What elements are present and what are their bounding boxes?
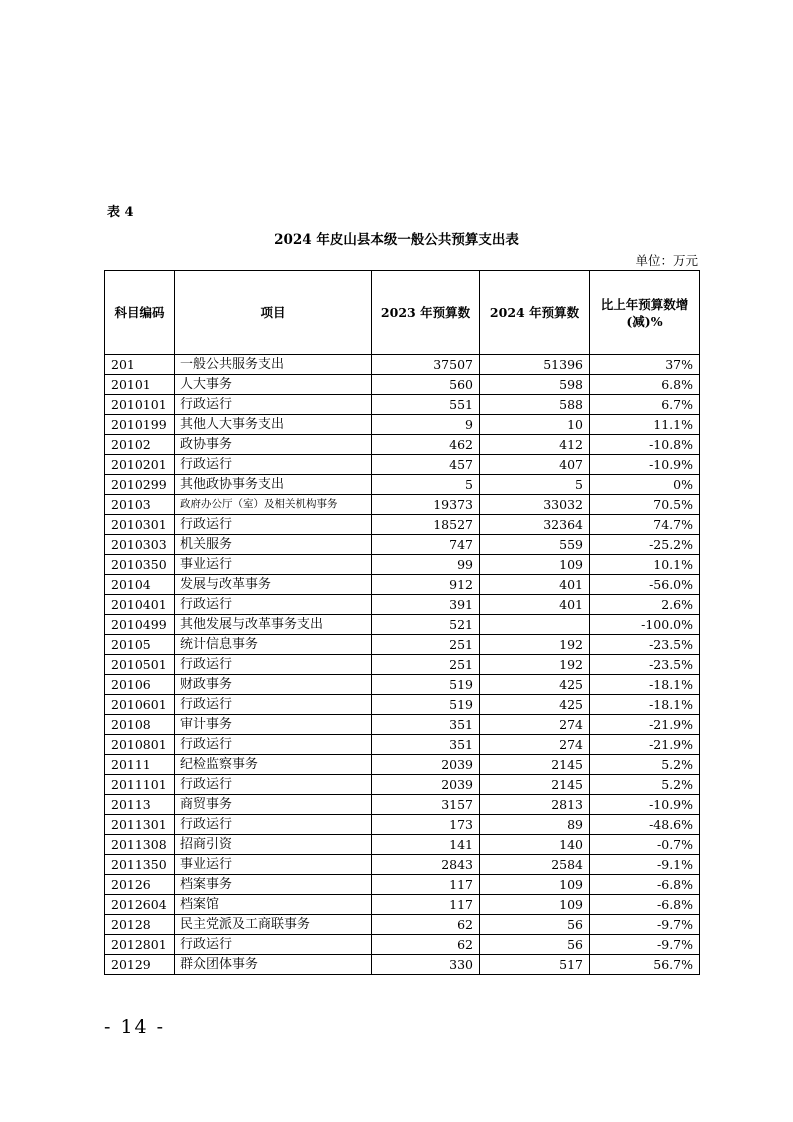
row-2023-value: 551 — [372, 395, 480, 415]
row-item-name: 行政运行 — [175, 515, 372, 535]
row-code: 20108 — [105, 715, 175, 735]
row-item-name: 发展与改革事务 — [175, 575, 372, 595]
row-2024-value: 425 — [480, 675, 590, 695]
row-code: 2011101 — [105, 775, 175, 795]
row-2023-value: 18527 — [372, 515, 480, 535]
row-code: 2011350 — [105, 855, 175, 875]
table-row — [105, 575, 700, 595]
row-item-name: 行政运行 — [175, 455, 372, 475]
row-2024-value: 598 — [480, 375, 590, 395]
row-2023-value: 521 — [372, 615, 480, 635]
table-row — [105, 955, 700, 975]
row-2023-value: 9 — [372, 415, 480, 435]
row-change-value: -23.5% — [590, 655, 700, 675]
row-item-name: 其他发展与改革事务支出 — [175, 615, 372, 635]
row-2023-value: 351 — [372, 715, 480, 735]
table-row — [105, 615, 700, 635]
row-item-name: 其他人大事务支出 — [175, 415, 372, 435]
row-item-name: 行政运行 — [175, 815, 372, 835]
row-item-name: 档案事务 — [175, 875, 372, 895]
row-code: 201 — [105, 355, 175, 375]
table-row — [105, 455, 700, 475]
row-change-value: -6.8% — [590, 895, 700, 915]
row-change-value: -9.1% — [590, 855, 700, 875]
table-row — [105, 895, 700, 915]
row-item-name: 行政运行 — [175, 935, 372, 955]
row-item-name: 审计事务 — [175, 715, 372, 735]
row-code: 2010401 — [105, 595, 175, 615]
table-row — [105, 635, 700, 655]
table-row — [105, 715, 700, 735]
row-change-value: -10.9% — [590, 455, 700, 475]
row-code: 2010801 — [105, 735, 175, 755]
row-change-value: 5.2% — [590, 755, 700, 775]
row-2023-value: 173 — [372, 815, 480, 835]
row-2023-value: 2843 — [372, 855, 480, 875]
row-2024-value: 588 — [480, 395, 590, 415]
row-2024-value: 56 — [480, 915, 590, 935]
row-2024-value: 412 — [480, 435, 590, 455]
row-code: 20128 — [105, 915, 175, 935]
row-code: 2010101 — [105, 395, 175, 415]
row-2024-value — [480, 615, 590, 635]
row-2023-value: 117 — [372, 895, 480, 915]
unit-label: 单位：万元 — [635, 253, 698, 268]
table-row — [105, 655, 700, 675]
table-row — [105, 735, 700, 755]
row-2023-value: 251 — [372, 655, 480, 675]
row-2023-value: 519 — [372, 675, 480, 695]
row-2023-value: 2039 — [372, 775, 480, 795]
row-code: 2012801 — [105, 935, 175, 955]
row-2023-value: 251 — [372, 635, 480, 655]
row-code: 2012604 — [105, 895, 175, 915]
row-item-name: 招商引资 — [175, 835, 372, 855]
row-2024-value: 407 — [480, 455, 590, 475]
row-code: 2010299 — [105, 475, 175, 495]
row-2024-value: 2145 — [480, 755, 590, 775]
row-2024-value: 2813 — [480, 795, 590, 815]
row-item-name: 行政运行 — [175, 655, 372, 675]
row-item-name: 行政运行 — [175, 775, 372, 795]
row-2024-value: 33032 — [480, 495, 590, 515]
budget-table — [104, 270, 700, 975]
row-code: 20105 — [105, 635, 175, 655]
row-2023-value: 62 — [372, 935, 480, 955]
row-code: 20126 — [105, 875, 175, 895]
row-2024-value: 56 — [480, 935, 590, 955]
row-2023-value: 117 — [372, 875, 480, 895]
row-code: 20101 — [105, 375, 175, 395]
row-2024-value: 51396 — [480, 355, 590, 375]
row-change-value: -48.6% — [590, 815, 700, 835]
row-2023-value: 2039 — [372, 755, 480, 775]
table-row — [105, 795, 700, 815]
row-code: 20103 — [105, 495, 175, 515]
row-item-name: 行政运行 — [175, 735, 372, 755]
row-change-value: 11.1% — [590, 415, 700, 435]
table-row — [105, 515, 700, 535]
row-2024-value: 192 — [480, 655, 590, 675]
page-number: - 14 - — [104, 1016, 166, 1038]
table-label: 表 4 — [107, 205, 134, 220]
row-change-value: -18.1% — [590, 695, 700, 715]
row-code: 2010301 — [105, 515, 175, 535]
row-change-value: -10.9% — [590, 795, 700, 815]
table-row — [105, 835, 700, 855]
row-2024-value: 192 — [480, 635, 590, 655]
table-row — [105, 375, 700, 395]
row-change-value: -56.0% — [590, 575, 700, 595]
header-item: 项目 — [175, 271, 372, 355]
row-code: 2010303 — [105, 535, 175, 555]
row-change-value: 56.7% — [590, 955, 700, 975]
row-change-value: 0% — [590, 475, 700, 495]
row-item-name: 机关服务 — [175, 535, 372, 555]
row-change-value: -10.8% — [590, 435, 700, 455]
row-2023-value: 5 — [372, 475, 480, 495]
row-item-name: 档案馆 — [175, 895, 372, 915]
row-2023-value: 37507 — [372, 355, 480, 375]
row-item-name: 一般公共服务支出 — [175, 355, 372, 375]
row-2023-value: 391 — [372, 595, 480, 615]
table-row — [105, 435, 700, 455]
row-item-name: 行政运行 — [175, 695, 372, 715]
row-item-name: 民主党派及工商联事务 — [175, 915, 372, 935]
table-row — [105, 755, 700, 775]
row-2024-value: 109 — [480, 875, 590, 895]
row-code: 20129 — [105, 955, 175, 975]
table-row — [105, 355, 700, 375]
row-code: 2010601 — [105, 695, 175, 715]
table-row — [105, 855, 700, 875]
row-change-value: -21.9% — [590, 735, 700, 755]
row-item-name: 商贸事务 — [175, 795, 372, 815]
row-item-name: 行政运行 — [175, 395, 372, 415]
row-item-name: 政协事务 — [175, 435, 372, 455]
row-change-value: 10.1% — [590, 555, 700, 575]
row-change-value: -23.5% — [590, 635, 700, 655]
row-code: 20111 — [105, 755, 175, 775]
row-2023-value: 560 — [372, 375, 480, 395]
row-code: 20113 — [105, 795, 175, 815]
row-item-name: 财政事务 — [175, 675, 372, 695]
row-code: 2011301 — [105, 815, 175, 835]
table-row — [105, 935, 700, 955]
table-row — [105, 675, 700, 695]
row-change-value: -25.2% — [590, 535, 700, 555]
row-change-value: 37% — [590, 355, 700, 375]
table-row — [105, 775, 700, 795]
row-code: 2011308 — [105, 835, 175, 855]
row-2023-value: 99 — [372, 555, 480, 575]
row-2023-value: 457 — [372, 455, 480, 475]
row-2024-value: 89 — [480, 815, 590, 835]
row-2024-value: 5 — [480, 475, 590, 495]
table-row — [105, 535, 700, 555]
row-2024-value: 559 — [480, 535, 590, 555]
row-code: 20106 — [105, 675, 175, 695]
row-change-value: 5.2% — [590, 775, 700, 795]
row-code: 2010199 — [105, 415, 175, 435]
row-2023-value: 62 — [372, 915, 480, 935]
row-2024-value: 2145 — [480, 775, 590, 795]
row-2023-value: 912 — [372, 575, 480, 595]
header-2024: 2024 年预算数 — [480, 271, 590, 355]
row-item-name: 行政运行 — [175, 595, 372, 615]
table-row — [105, 875, 700, 895]
row-2023-value: 351 — [372, 735, 480, 755]
row-change-value: 74.7% — [590, 515, 700, 535]
row-2024-value: 10 — [480, 415, 590, 435]
row-2023-value: 19373 — [372, 495, 480, 515]
table-row — [105, 495, 700, 515]
table-row — [105, 815, 700, 835]
row-code: 2010501 — [105, 655, 175, 675]
row-change-value: 70.5% — [590, 495, 700, 515]
row-code: 20104 — [105, 575, 175, 595]
row-code: 2010499 — [105, 615, 175, 635]
row-2024-value: 425 — [480, 695, 590, 715]
row-2024-value: 32364 — [480, 515, 590, 535]
row-change-value: -9.7% — [590, 935, 700, 955]
row-item-name: 事业运行 — [175, 855, 372, 875]
row-2023-value: 141 — [372, 835, 480, 855]
row-2024-value: 140 — [480, 835, 590, 855]
row-item-name: 纪检监察事务 — [175, 755, 372, 775]
row-change-value: -9.7% — [590, 915, 700, 935]
row-change-value: 2.6% — [590, 595, 700, 615]
row-change-value: 6.7% — [590, 395, 700, 415]
row-item-name: 事业运行 — [175, 555, 372, 575]
page-title: 2024 年皮山县本级一般公共预算支出表 — [274, 232, 519, 248]
table-row — [105, 555, 700, 575]
row-item-name: 统计信息事务 — [175, 635, 372, 655]
table-row — [105, 595, 700, 615]
row-change-value: -21.9% — [590, 715, 700, 735]
table-row — [105, 475, 700, 495]
row-change-value: 6.8% — [590, 375, 700, 395]
table-row — [105, 915, 700, 935]
row-item-name: 群众团体事务 — [175, 955, 372, 975]
row-2024-value: 517 — [480, 955, 590, 975]
row-2023-value: 747 — [372, 535, 480, 555]
row-2024-value: 109 — [480, 555, 590, 575]
row-2024-value: 2584 — [480, 855, 590, 875]
row-2023-value: 330 — [372, 955, 480, 975]
row-item-name: 人大事务 — [175, 375, 372, 395]
row-code: 2010201 — [105, 455, 175, 475]
row-item-name: 其他政协事务支出 — [175, 475, 372, 495]
row-change-value: -18.1% — [590, 675, 700, 695]
row-change-value: -100.0% — [590, 615, 700, 635]
table-row — [105, 695, 700, 715]
header-code: 科目编码 — [105, 271, 175, 355]
header-change: 比上年预算数增 (减)% — [590, 271, 700, 355]
table-header-row — [105, 271, 700, 355]
row-2024-value: 401 — [480, 595, 590, 615]
row-change-value: -6.8% — [590, 875, 700, 895]
row-code: 20102 — [105, 435, 175, 455]
table-row — [105, 415, 700, 435]
row-2024-value: 274 — [480, 735, 590, 755]
row-change-value: -0.7% — [590, 835, 700, 855]
row-2024-value: 401 — [480, 575, 590, 595]
row-item-name: 政府办公厅（室）及相关机构事务 — [175, 495, 372, 515]
table-row — [105, 395, 700, 415]
row-2024-value: 274 — [480, 715, 590, 735]
row-2024-value: 109 — [480, 895, 590, 915]
row-2023-value: 3157 — [372, 795, 480, 815]
header-2023: 2023 年预算数 — [372, 271, 480, 355]
row-2023-value: 519 — [372, 695, 480, 715]
row-2023-value: 462 — [372, 435, 480, 455]
row-code: 2010350 — [105, 555, 175, 575]
